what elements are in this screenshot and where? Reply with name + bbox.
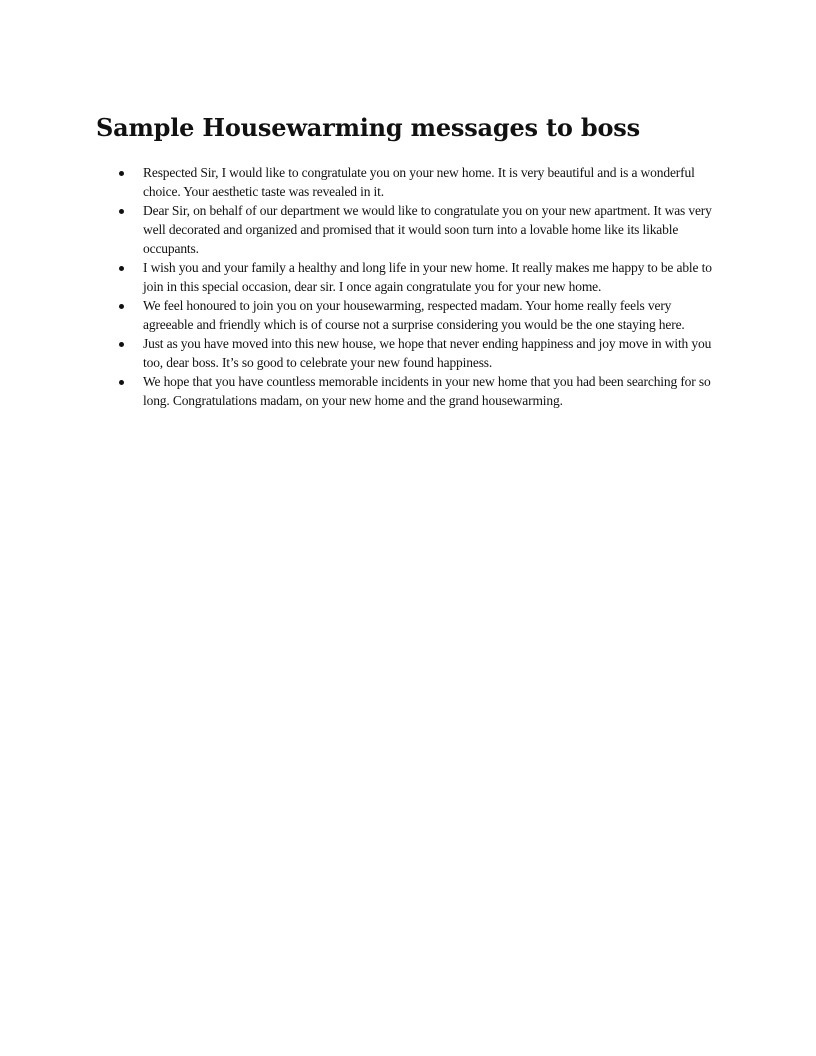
list-item	[116, 334, 716, 372]
bullet-icon	[119, 380, 124, 385]
list-item	[116, 258, 716, 296]
list-item-text: Respected Sir, I would like to congratulate you on your new home. It is very beautiful and is a wonderful choice. Your aesthetic taste was revealed in it.	[143, 165, 695, 199]
list-item	[116, 372, 716, 410]
bullet-icon	[119, 342, 124, 347]
page-title: Sample Housewarming messages to boss	[96, 113, 640, 142]
list-item-text: I wish you and your family a healthy and long life in your new home. It really makes me happy to be able to join in this special occasion, dear sir. I once again congratulate you for your new home.	[143, 260, 712, 294]
list-item-text: We hope that you have countless memorable incidents in your new home that you had been searching for so long. Congratulations madam, on your new home and the grand housewarming.	[143, 374, 711, 408]
bullet-icon	[119, 171, 124, 176]
bullet-icon	[119, 266, 124, 271]
list-item-text: We feel honoured to join you on your housewarming, respected madam. Your home really feels very agreeable and friendly which is of course not a surprise considering you would be the one staying here.	[143, 298, 685, 332]
bullet-icon	[119, 209, 124, 214]
list-item	[116, 163, 716, 201]
list-item-text: Dear Sir, on behalf of our department we would like to congratulate you on your new apartment. It was very well decorated and organized and promised that it would soon turn into a lovable home like its likable occupants.	[143, 203, 712, 256]
list-item-text: Just as you have moved into this new house, we hope that never ending happiness and joy move in with you too, dear boss. It’s so good to celebrate your new found happiness.	[143, 336, 712, 370]
list-item	[116, 296, 716, 334]
message-list	[116, 163, 716, 410]
bullet-icon	[119, 304, 124, 309]
list-item	[116, 201, 716, 258]
